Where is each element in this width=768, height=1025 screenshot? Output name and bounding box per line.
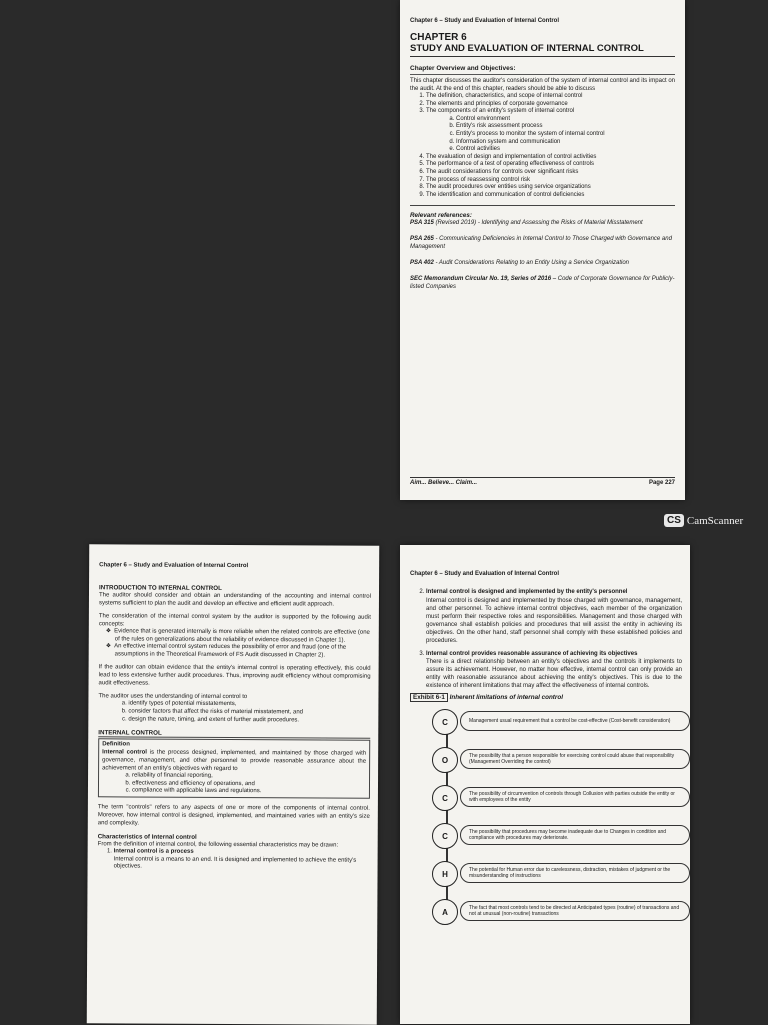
exhibit-title: Exhibit 6-1 Inherent limitations of internal control	[410, 694, 682, 701]
definition-heading: Definition	[102, 741, 130, 748]
objective-item: 7. The process of reassessing control risk	[426, 177, 675, 185]
component-item: c. Entity's process to monitor the system of internal control	[456, 131, 675, 139]
intro-heading: INTRODUCTION TO INTERNAL CONTROL	[99, 584, 222, 592]
definition-item: b. effectiveness and efficiency of operations, and	[132, 780, 366, 789]
limitation-row	[432, 899, 690, 925]
limitation-row	[432, 861, 690, 887]
limitation-row	[432, 823, 690, 849]
limitations-diagram	[410, 707, 682, 937]
objective-item: 5. The performance of a test of operating effectiveness of controls	[426, 161, 675, 169]
letter-circle: C	[432, 823, 458, 849]
paragraph: From the definition of internal control, the following essential characteristics may be drawn:	[97, 841, 339, 849]
page-number: Page 227	[648, 480, 675, 486]
chapter-title: STUDY AND EVALUATION OF INTERNAL CONTROL	[410, 43, 675, 57]
definition-box	[98, 738, 370, 798]
letter-circle: C	[432, 709, 458, 735]
internal-control-heading: INTERNAL CONTROL	[98, 729, 370, 738]
definition-item: c. compliance with applicable laws and regulations.	[132, 788, 366, 797]
footer-motto: Aim... Believe... Claim...	[410, 480, 478, 486]
divider	[410, 205, 675, 206]
characteristics-heading: Characteristics of Internal control	[97, 833, 197, 841]
camscanner-logo: CS	[664, 514, 684, 527]
paragraph: The auditor should consider and obtain an understanding of the accounting and internal control systems sufficient to plan the audit and develop an effective and efficient audit approach.	[98, 592, 372, 608]
reference-item: PSA 265 - Communicating Deficiencies in Internal Control to Those Charged with Governance and Management	[410, 236, 672, 251]
concept-item: ❖ Evidence that is generated internally is more reliable when the related controls are effective (one of the rules on generalizations about the reliability of evidence discussed in Chapter 1).	[115, 628, 371, 645]
running-header: Chapter 6 – Study and Evaluation of Internal Control	[410, 571, 560, 577]
references-heading: Relevant references:	[410, 212, 472, 220]
definition-list	[102, 772, 366, 796]
component-item: b. Entity's risk assessment process	[456, 123, 675, 131]
limitation-text: The possibility that a person responsible for exercising control could abuse that responsibility (Management Overriding the control)	[460, 749, 690, 769]
use-item: b. consider factors that affect the risks of material misstatement, and	[128, 708, 370, 717]
exhibit-tag: Exhibit 6-1	[410, 693, 448, 702]
definition-item: a. reliability of financial reporting,	[132, 773, 366, 782]
objective-item: 2. The elements and principles of corporate governance	[426, 101, 675, 109]
camscanner-watermark	[664, 514, 743, 527]
characteristic-item: 3. Internal control provides reasonable assurance of achieving its objectives There is a direct relationship between an entity's objectives and the controls it implements to assure its achievement. However, no matter how effective, internal control can only provide an entity with reasonable assurance about achieving the entity's objectives. This is due to the existence of inherent limitations that may affect the effectiveness of internal controls.	[426, 651, 682, 691]
components-list	[426, 116, 675, 154]
overview-heading: Chapter Overview and Objectives:	[410, 65, 675, 75]
limitation-text: The potential for Human error due to carelessness, distraction, mistakes of judgment or the misunderstanding of instructions	[460, 863, 690, 883]
letter-circle: A	[432, 899, 458, 925]
limitation-row	[432, 747, 690, 773]
limitation-text: The possibility of circumvention of controls through Collusion with parties outside the entity or with employees of the entity	[460, 787, 690, 807]
uses-list	[98, 701, 370, 725]
limitation-text: Management usual requirement that a control be cost-effective (Cost-benefit consideration)	[460, 711, 690, 731]
paragraph: The auditor uses the understanding of internal control to	[98, 693, 248, 701]
objective-item: 9. The identification and communication of control deficiencies	[426, 192, 675, 200]
reference-item: PSA 402 - Audit Considerations Relating to an Entity Using a Service Organization	[410, 260, 630, 267]
definition-text: Internal control is the process designed, implemented, and maintained by those charged with governance, management, and other personnel to provide reasonable assurance about the achievement of an entity's objectives with regard to	[102, 749, 367, 773]
characteristic-item: 1. Internal control is a process Internal control is a means to an end. It is designed and implemented to achieve the entity's objectives.	[114, 848, 370, 872]
characteristic-item: 2. Internal control is designed and implemented by the entity's personnel Internal control is designed and implemented by those charged with governance, management, and other personnel. To achieve internal control objectives, each member of the organization must perform their respective roles and responsibilities. Management and those charged with governance shall establish policies and procedures that will assist the entity in achieving its objectives. On the other hand, staff personnel shall comply with these established policies and procedures.	[426, 589, 682, 645]
characteristics-list	[98, 848, 370, 872]
paragraph: The term "controls" refers to any aspects of one or more of the components of internal control. Moreover, how internal control is designed, implemented, and maintained varies with an entity's size and complexity.	[97, 804, 370, 827]
objective-item: 4. The evaluation of design and implementation of control activities	[426, 154, 675, 162]
overview-intro: This chapter discusses the auditor's consideration of the system of internal control and its impact on the audit. At the end of this chapter, readers should be able to discuss	[410, 78, 675, 92]
objective-item: 3. The components of an entity's system of internal control a. Control environment b. Entity's risk assessment process c. Entity's process to monitor the system of internal control d. Information system and communication e. Control activities	[426, 108, 675, 154]
scanned-page-227	[400, 0, 685, 500]
objective-item: 6. The audit considerations for controls over significant risks	[426, 169, 675, 177]
scanned-page-right	[400, 545, 690, 1024]
letter-circle: H	[432, 861, 458, 887]
reference-item: SEC Memorandum Circular No. 19, Series of 2016 – Code of Corporate Governance for Publicly-listed Companies	[410, 276, 675, 291]
objective-item: 8. The audit procedures over entities using service organizations	[426, 184, 675, 192]
characteristics-list	[410, 589, 682, 690]
limitation-row	[432, 709, 690, 735]
component-item: e. Control activities	[456, 146, 675, 154]
use-item: c. design the nature, timing, and extent of further audit procedures.	[128, 716, 370, 725]
limitation-row	[432, 785, 690, 811]
use-item: a. identify types of potential misstatements,	[128, 701, 370, 710]
objectives-list	[410, 93, 675, 199]
page-footer	[410, 477, 675, 486]
objective-item: 1. The definition, characteristics, and scope of internal control	[426, 93, 675, 101]
letter-circle: O	[432, 747, 458, 773]
limitation-text: The possibility that procedures may become inadequate due to Changes in condition and compliance with procedures may deteriorate.	[460, 825, 690, 845]
component-item: d. Information system and communication	[456, 139, 675, 147]
component-item: a. Control environment	[456, 116, 675, 124]
running-header: Chapter 6 – Study and Evaluation of Internal Control	[410, 18, 560, 24]
concept-item: ❖ An effective internal control system reduces the possibility of error and fraud (one of the assumptions in the Theoretical Framework of FS Audit discussed in Chapter 2).	[115, 644, 371, 661]
paragraph: The consideration of the internal control system by the auditor is supported by the following audit concepts:	[98, 613, 371, 628]
concepts-list	[99, 628, 371, 660]
scanned-page-left	[87, 544, 380, 1025]
paragraph: If the auditor can obtain evidence that the entity's internal control is operating effectively, this could lead to less extensive further audit procedures. Thus, improving audit efficiency without compromising audit effectiveness.	[98, 664, 371, 687]
camscanner-name: CamScanner	[686, 514, 744, 527]
running-header: Chapter 6 – Study and Evaluation of Internal Control	[99, 562, 249, 570]
chapter-number: CHAPTER 6	[410, 32, 467, 43]
reference-item: PSA 315 (Revised 2019) - Identifying and Assessing the Risks of Material Misstatement	[410, 220, 643, 227]
letter-circle: C	[432, 785, 458, 811]
limitation-text: The fact that most controls tend to be directed at Anticipated types (routine) of transactions and not at unusual (non-routine) transactions	[460, 901, 690, 921]
